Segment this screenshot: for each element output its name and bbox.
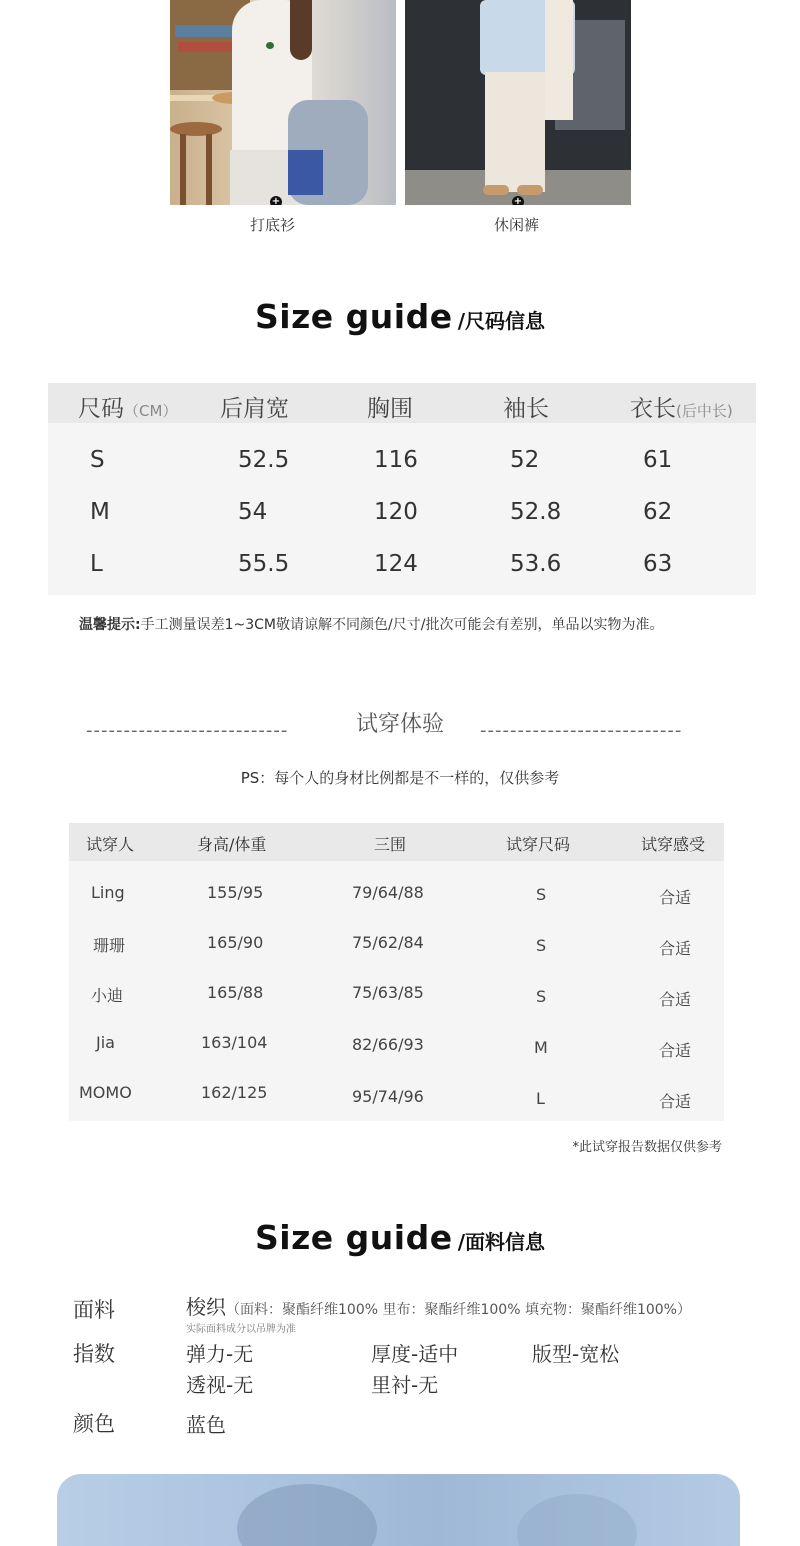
cell-measurements: 79/64/88	[352, 883, 424, 902]
cell-size: L	[90, 551, 103, 577]
shoe-shape	[517, 185, 543, 195]
plus-circle-icon[interactable]: +	[512, 196, 524, 205]
divider-right: ---------------------------	[480, 720, 683, 741]
cell-shoulder: 52.5	[238, 447, 290, 473]
stool-leg	[206, 134, 212, 205]
header-tester: 试穿人	[86, 835, 135, 854]
book-shape	[175, 25, 235, 37]
cell-height-weight: 163/104	[201, 1033, 268, 1052]
cell-size: S	[90, 447, 105, 473]
divider-left: ---------------------------	[86, 720, 289, 741]
header-size-label: 尺码	[78, 396, 124, 422]
cell-sleeve: 53.6	[510, 551, 562, 577]
size-guide-title-en: Size guide	[255, 297, 453, 336]
cell-length: 63	[643, 551, 673, 577]
cell-length: 62	[643, 499, 673, 525]
size-table-header	[48, 383, 756, 423]
cell-size: M	[90, 499, 110, 525]
fabric-label: 面料	[73, 1298, 115, 1322]
cell-chest: 124	[374, 551, 418, 577]
book-shape	[178, 42, 233, 52]
stool-seat	[170, 122, 222, 136]
cell-trial-feel: 合适	[659, 888, 692, 907]
fabric-title	[0, 1218, 800, 1257]
cell-tester: 小迪	[91, 986, 124, 1005]
hair-shape	[290, 0, 312, 60]
note-text: 手工测量误差1~3CM敬请谅解不同颜色/尺寸/批次可能会有差别，单品以实物为准。	[140, 617, 664, 633]
plus-circle-icon[interactable]: +	[270, 196, 282, 205]
note-label: 温馨提示:	[79, 617, 141, 633]
cell-measurements: 75/63/85	[352, 983, 424, 1002]
cell-tester: Jia	[96, 1033, 115, 1052]
cell-trial-feel: 合适	[659, 1041, 692, 1060]
cell-sleeve: 52	[510, 447, 540, 473]
fit-value: 版型-宽松	[532, 1342, 620, 1366]
cell-tester: 珊珊	[93, 936, 126, 955]
cell-shoulder: 55.5	[238, 551, 290, 577]
fabric-fold-shape	[237, 1484, 377, 1546]
fabric-value-line	[186, 1291, 691, 1320]
header-trial-size: 试穿尺码	[506, 835, 571, 854]
cell-trial-feel: 合适	[659, 990, 692, 1009]
logo-patch	[266, 42, 274, 49]
size-guide-title-zh: /尺码信息	[457, 309, 545, 333]
cell-height-weight: 155/95	[207, 883, 264, 902]
cell-trial-size: S	[536, 936, 547, 955]
cell-trial-size: L	[536, 1089, 545, 1108]
header-length-note: (后中长)	[676, 402, 733, 420]
header-height-weight: 身高/体重	[197, 835, 267, 854]
header-sleeve: 袖长	[503, 396, 549, 422]
cell-tester: Ling	[91, 883, 125, 902]
elasticity-value: 弹力-无	[186, 1342, 254, 1366]
trial-footnote: *此试穿报告数据仅供参考	[572, 1140, 722, 1155]
cell-chest: 116	[374, 447, 418, 473]
product-detail-image	[57, 1474, 740, 1546]
size-table	[48, 383, 756, 595]
beige-pants-shape	[485, 72, 545, 192]
cell-measurements: 75/62/84	[352, 933, 424, 952]
transparency-value: 透视-无	[186, 1373, 254, 1397]
trial-table-header	[69, 823, 724, 861]
fabric-tiny-note: 实际面料成分以吊牌为准	[186, 1324, 296, 1335]
header-shoulder: 后肩宽	[220, 396, 289, 422]
cell-height-weight: 165/88	[207, 983, 264, 1002]
color-label: 颜色	[73, 1412, 115, 1436]
fabric-title-en: Size guide	[255, 1218, 453, 1257]
shoe-shape	[483, 185, 509, 195]
thickness-value: 厚度-适中	[371, 1342, 459, 1366]
index-label: 指数	[73, 1342, 115, 1366]
product-photo-left[interactable]	[170, 0, 396, 205]
cell-shoulder: 54	[238, 499, 268, 525]
header-trial-feel: 试穿感受	[641, 835, 706, 854]
cell-trial-size: M	[534, 1038, 548, 1057]
measurement-note	[79, 614, 663, 634]
blue-scarf-shape	[288, 150, 323, 195]
fabric-value: 梭织	[186, 1295, 226, 1319]
header-chest: 胸围	[367, 396, 413, 422]
scarf-shape	[545, 0, 573, 120]
product-caption-right: 休闲裤	[494, 216, 540, 234]
color-value: 蓝色	[186, 1413, 226, 1437]
header-length-label: 衣长	[630, 396, 676, 422]
fabric-title-zh: /面料信息	[457, 1230, 545, 1254]
cell-height-weight: 162/125	[201, 1083, 268, 1102]
product-photo-right[interactable]	[405, 0, 631, 205]
size-guide-title	[0, 297, 800, 336]
header-unit: （CM）	[124, 402, 178, 420]
cell-sleeve: 52.8	[510, 499, 562, 525]
cell-length: 61	[643, 447, 673, 473]
cell-measurements: 82/66/93	[352, 1035, 424, 1054]
fabric-detail: （面料：聚酯纤维100% 里布：聚酯纤维100% 填充物：聚酯纤维100%）	[226, 1302, 691, 1318]
cell-tester: MOMO	[79, 1083, 132, 1102]
cell-trial-feel: 合适	[659, 1092, 692, 1111]
header-length	[630, 390, 733, 423]
trial-ps-note: PS：每个人的身材比例都是不一样的，仅供参考	[240, 769, 560, 787]
cell-measurements: 95/74/96	[352, 1087, 424, 1106]
cell-chest: 120	[374, 499, 418, 525]
header-measurements: 三围	[374, 835, 407, 854]
trial-title: 试穿体验	[355, 712, 444, 737]
cell-trial-size: S	[536, 987, 547, 1006]
lining-value: 里衬-无	[371, 1373, 439, 1397]
header-size	[78, 390, 177, 423]
cell-height-weight: 165/90	[207, 933, 264, 952]
fabric-fold-shape	[517, 1494, 637, 1546]
cell-trial-feel: 合适	[659, 939, 692, 958]
cell-trial-size: S	[536, 885, 547, 904]
stool-leg	[180, 134, 186, 205]
product-caption-left: 打底衫	[250, 216, 296, 234]
trial-table	[69, 823, 724, 1121]
